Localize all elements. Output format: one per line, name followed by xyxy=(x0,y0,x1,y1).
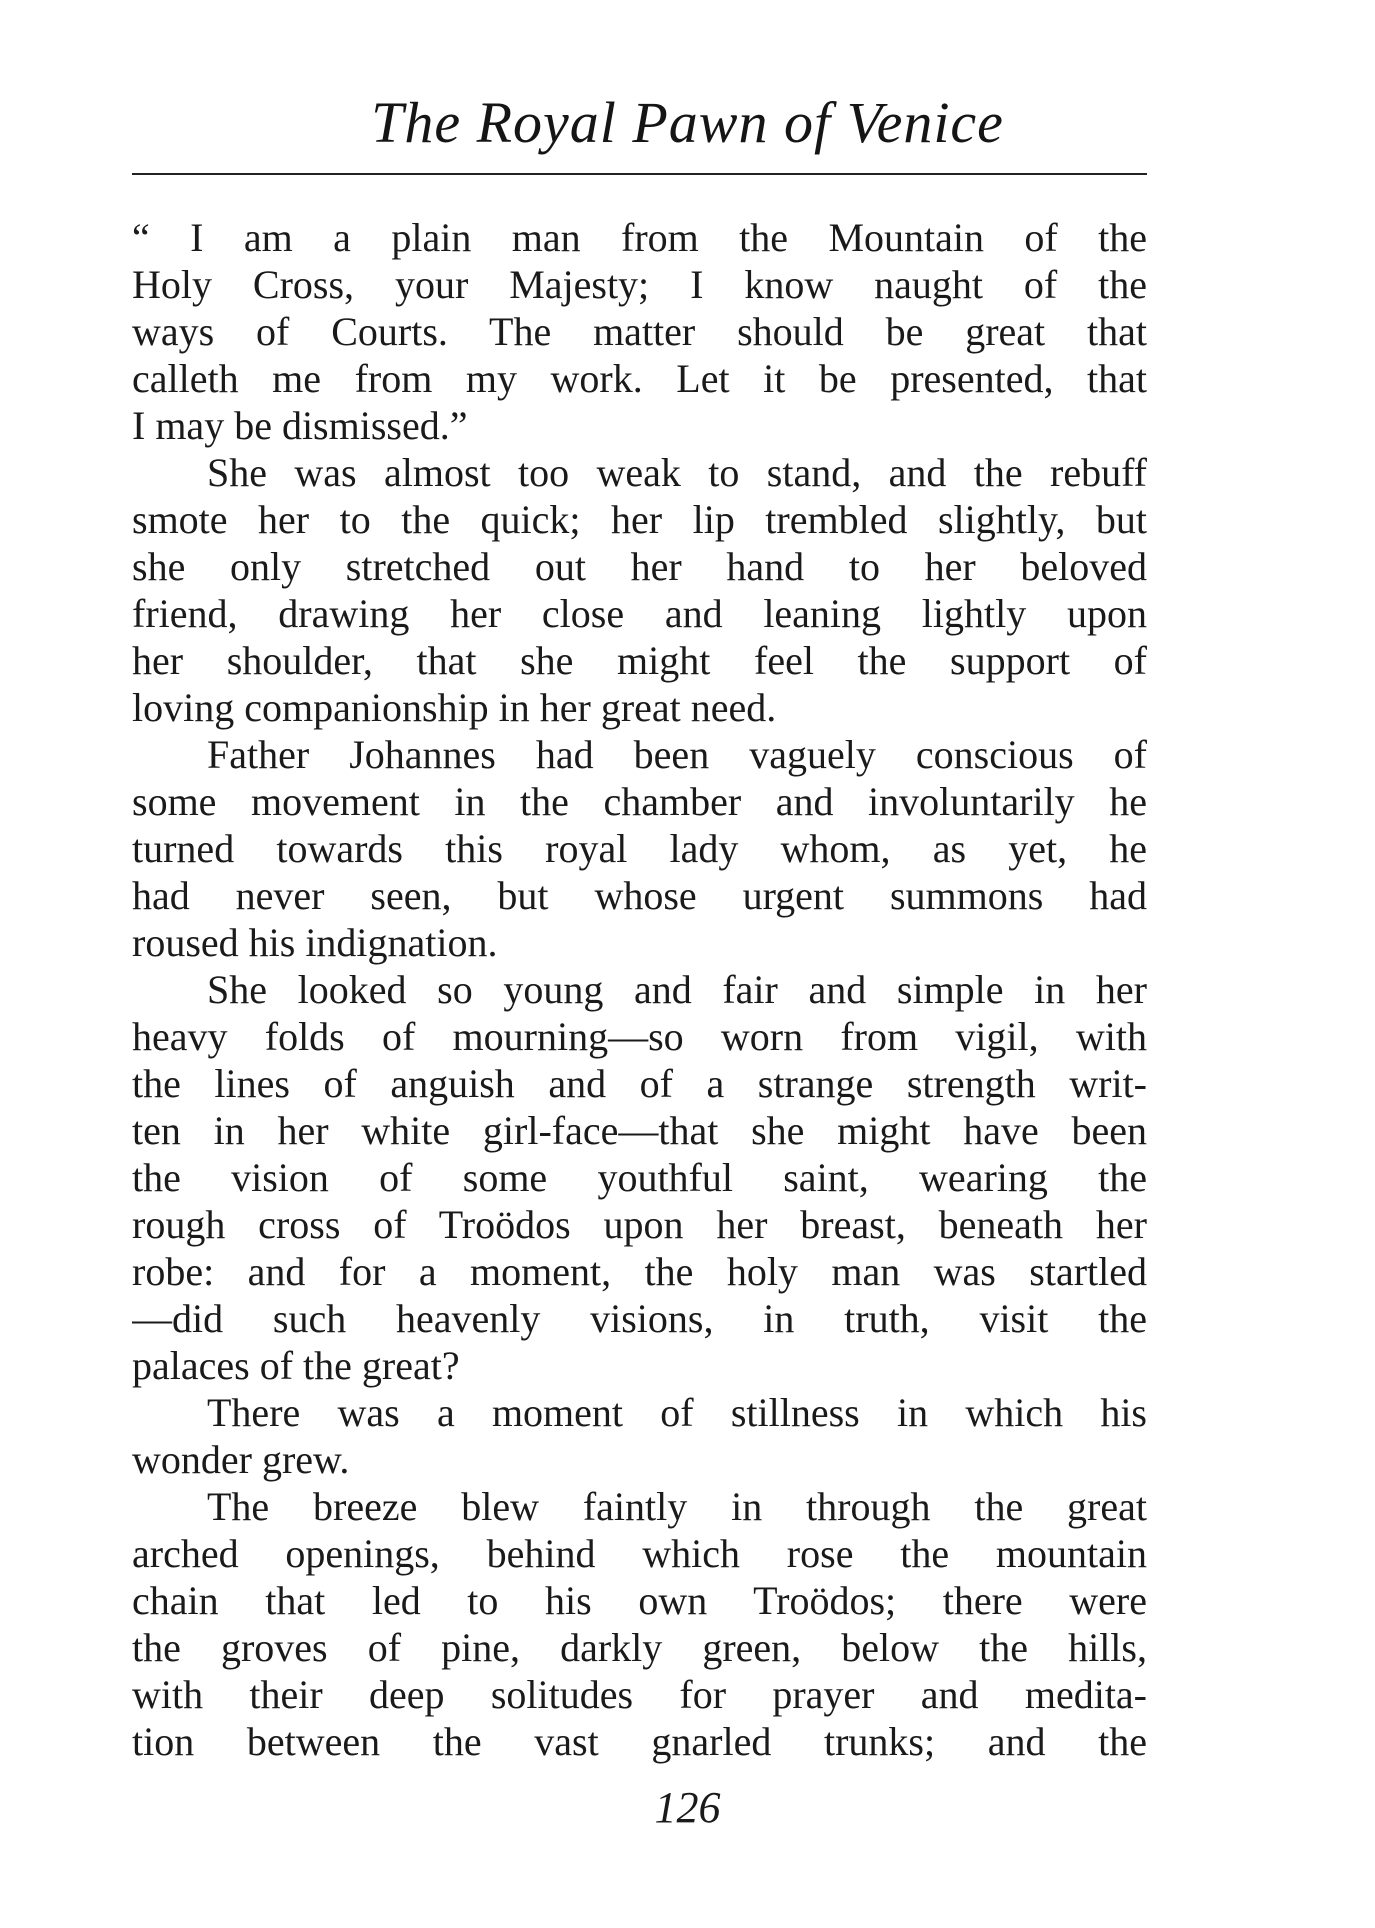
header-rule xyxy=(132,173,1147,175)
text-line: the groves of pine, darkly green, below the hills, xyxy=(132,1625,1147,1670)
text-line: with their deep solitudes for prayer and medita- xyxy=(132,1672,1147,1717)
text-line: robe: and for a moment, the holy man was startled xyxy=(132,1249,1147,1294)
text-line: some movement in the chamber and involuntarily he xyxy=(132,779,1147,824)
text-line: “ I am a plain man from the Mountain of the xyxy=(132,215,1147,260)
text-line: palaces of the great? xyxy=(132,1343,460,1388)
text-line: —did such heavenly visions, in truth, visit the xyxy=(132,1296,1147,1341)
text-line: had never seen, but whose urgent summons had xyxy=(132,873,1147,918)
text-line: chain that led to his own Troödos; there were xyxy=(132,1578,1147,1623)
text-line: turned towards this royal lady whom, as yet, he xyxy=(132,826,1147,871)
body-text xyxy=(132,214,1147,1765)
text-line: her shoulder, that she might feel the support of xyxy=(132,638,1147,683)
text-line: calleth me from my work. Let it be presented, that xyxy=(132,356,1147,401)
text-line: She was almost too weak to stand, and the rebuff xyxy=(207,450,1147,495)
text-line: roused his indignation. xyxy=(132,920,498,965)
text-line: the lines of anguish and of a strange strength writ- xyxy=(132,1061,1147,1106)
text-line: smote her to the quick; her lip trembled slightly, but xyxy=(132,497,1147,542)
text-line: she only stretched out her hand to her beloved xyxy=(132,544,1147,589)
text-line: wonder grew. xyxy=(132,1437,350,1482)
text-line: Holy Cross, your Majesty; I know naught of the xyxy=(132,262,1147,307)
text-line: I may be dismissed.” xyxy=(132,403,468,448)
text-line: arched openings, behind which rose the mountain xyxy=(132,1531,1147,1576)
text-line: loving companionship in her great need. xyxy=(132,685,777,730)
text-line: tion between the vast gnarled trunks; and the xyxy=(132,1719,1147,1764)
text-line: ten in her white girl-face—that she might have been xyxy=(132,1108,1147,1153)
text-line: She looked so young and fair and simple in her xyxy=(207,967,1147,1012)
text-line: friend, drawing her close and leaning lightly upon xyxy=(132,591,1147,636)
text-line: heavy folds of mourning—so worn from vigil, with xyxy=(132,1014,1147,1059)
running-head: The Royal Pawn of Venice xyxy=(371,90,1004,155)
text-line: ways of Courts. The matter should be great that xyxy=(132,309,1147,354)
page-number: 126 xyxy=(654,1783,721,1832)
text-line: There was a moment of stillness in which his xyxy=(207,1390,1147,1435)
text-line: the vision of some youthful saint, wearing the xyxy=(132,1155,1147,1200)
text-line: The breeze blew faintly in through the great xyxy=(207,1484,1147,1529)
text-line: rough cross of Troödos upon her breast, beneath her xyxy=(132,1202,1147,1247)
text-line: Father Johannes had been vaguely conscious of xyxy=(207,732,1147,777)
